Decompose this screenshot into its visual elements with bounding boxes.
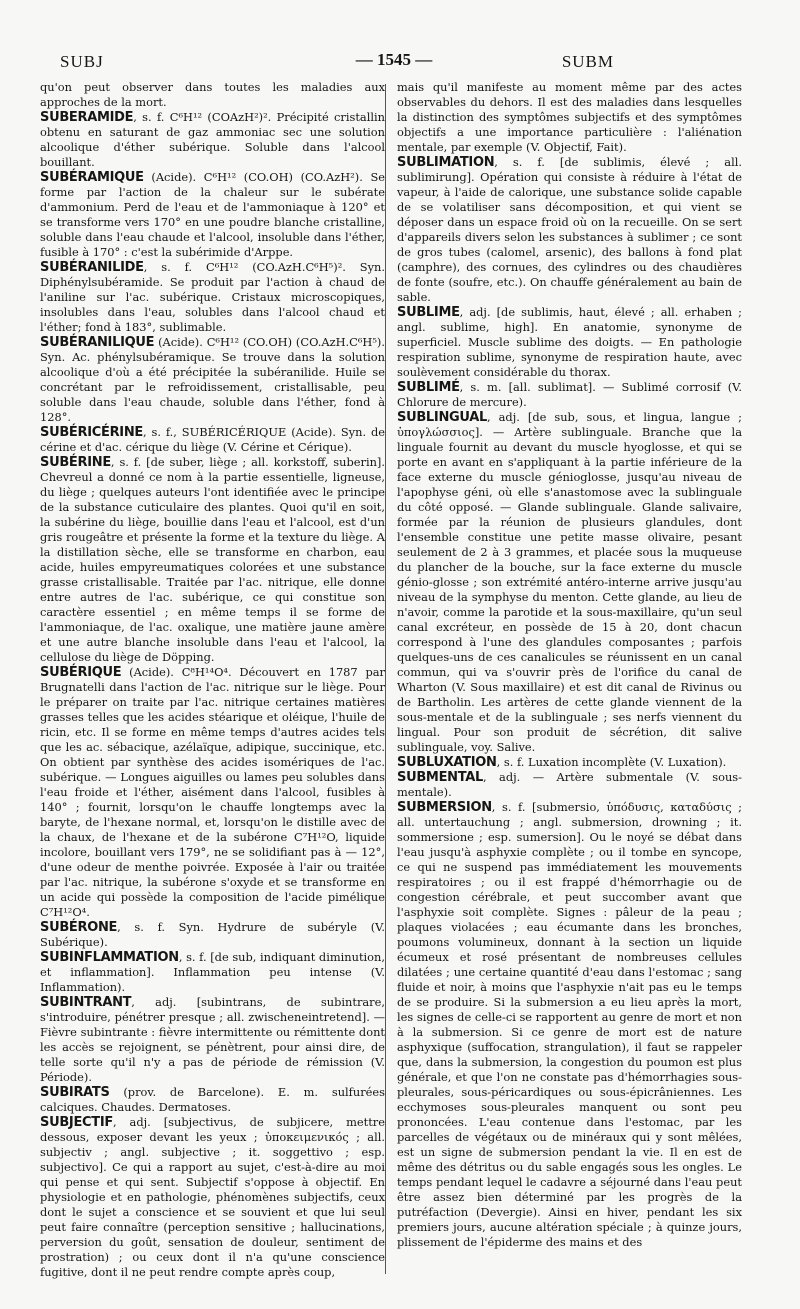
dictionary-entry (40, 110, 385, 170)
entry-text: (Acide). C⁶H¹² (CO.OH) (CO.AzH.C⁶H⁵). Syn. Ac. phénylsubéramique. Se trouve dans la solution alcoolique d'où a été précipitée la subéranilide. Huile se concrétant par le refroidissement, cristallisable, peu soluble dans l'eau chaude, soluble dans l'éther, fond à 128°. (40, 335, 385, 424)
running-header (36, 50, 752, 72)
entry-headword: SUBIRATS (40, 1085, 110, 1100)
dictionary-entry (40, 665, 385, 920)
entry-headword: SUBMERSION (397, 800, 492, 815)
dictionary-entry (397, 155, 742, 305)
entry-text: (Acide). C⁶H¹² (CO.OH) (CO.AzH²). Se forme par l'action de la chaleur sur le subérate d'ammonium. Perd de l'eau et de l'ammoniaque à 120° et se transforme vers 170° en une poudre blanche cristalline, soluble dans l'eau chaude et l'alcool, insoluble dans l'éther, fusible à 170° : c'est la subérimide d'Arppe. (40, 170, 385, 259)
column-divider (385, 84, 386, 1274)
dictionary-entry (40, 1115, 385, 1280)
entry-text: mais qu'il manifeste au moment même par des actes observables du dehors. Il est des maladies dans lesquelles la distinction des symptômes subjectifs et des symptômes objectifs a une importance particulière : l'aliénation mentale, par exemple (V. Objectif, Fait). (397, 80, 742, 154)
entry-headword: SUBÉRANILIQUE (40, 335, 155, 350)
left-column (40, 80, 385, 1280)
dictionary-entry (40, 995, 385, 1085)
entry-text: , s. f. Luxation incomplète (V. Luxation). (496, 755, 727, 769)
entry-headword: SUBÉRINE (40, 455, 111, 470)
right-column (397, 80, 742, 1250)
entry-headword: SUBINFLAMMATION (40, 950, 179, 965)
entry-text: , adj. [de sub, sous, et lingua, langue ; ὑπογλώσσιος]. — Artère sublinguale. Branche que la linguale fournit au devant du muscle hyoglosse, et qui se porte en avant en s'appliquant à la partie inférieure de la face externe du muscle génioglosse, jusqu'au niveau de l'apophyse géni, où elle s'anastomose avec la sublinguale du côté opposé. — Glande sublinguale. Glande salivaire, formée par la réunion de plusieurs glandules, dont l'ensemble constitue une petite masse olivaire, pesant seulement de 2 à 3 grammes, et placée sous la muqueuse du plancher de la bouche, sur la face externe du muscle génio-glosse ; son extrémité antéro-interne arrive jusqu'au niveau de la symphyse du menton. Cette glande, au lieu de n'avoir, comme la parotide et la sous-maxillaire, qu'un seul canal excréteur, en possède de 15 à 20, dont chacun correspond à l'une des glandules composantes ; parfois quelques-uns de ces canalicules se réunissent en un canal commun, qui va s'ouvrir près de l'orifice du canal de Wharton (V. Sous maxillaire) et est dit canal de Rivinus ou de Bartholin. Les artères de cette glande viennent de la sous-mentale et de la sublinguale ; ses nerfs viennent du lingual. Pour son produit de sécrétion, dit salive sublinguale, voy. Salive. (397, 410, 742, 754)
continued-text (397, 80, 742, 155)
dictionary-entry (40, 950, 385, 995)
dictionary-entry (397, 800, 742, 1250)
entry-text: , s. f. [submersio, ὑπόδυσις, καταδύσις ; all. untertauchung ; angl. submersion, drowning ; it. sommersione ; esp. sumersion]. Ou le noyé se débat dans l'eau jusqu'à asphyxie complète ; ou il tombe en syncope, ce qui ne suspend pas immédiatement les mouvements respiratoires ; ou il est frappé d'hémorrhagie ou de congestion cérébrale, et peut succomber avant que l'asphyxie soit complète. Signes : pâleur de la peau ; plaques violacées ; eau écumante dans les bronches, poumons volumineux, donnant à la section un liquide écumeux et rosé présentant de nombreuses cellules dilatées ; une certaine quantité d'eau dans l'estomac ; sang fluide et noir, à moins que l'asphyxie n'ait pas eu le temps de se produire. Si la submersion a eu lieu après la mort, les signes de celle-ci se rapportent au genre de mort et non à la submersion. Si ce genre de mort est de nature asphyxique (suffocation, strangulation), il faut se rappeler que, dans la submersion, la congestion du poumon est plus générale, et que l'on ne constate pas d'hémorrhagies sous-pleurales, sous-péricardiques ou sous-épicrâniennes. Les ecchymoses sous-pleurales manquent ou sont peu prononcées. L'eau contenue dans l'estomac, par les parcelles de végétaux ou de minéraux qui y sont mêlées, est un signe de submersion pendant la vie. Il en est de même des détritus ou du sable engagés sous les ongles. Le temps pendant lequel le cadavre a séjourné dans l'eau peut être assez bien déterminé par les progrès de la putréfaction (Devergie). Ainsi en hiver, pendant les six premiers jours, aucune altération spéciale ; à quinze jours, plissement de l'épiderme des mains et des (397, 800, 742, 1249)
entry-text: , s. f. C⁶H¹² (COAzH²)². Précipité cristallin obtenu en saturant de gaz ammoniac sec une solution alcoolique d'éther subérique. Soluble dans l'alcool bouillant. (40, 110, 385, 169)
entry-headword: SUBÉRAMIQUE (40, 170, 144, 185)
entry-headword: SUBÉRONE (40, 920, 118, 935)
entry-headword: SUBLIME (397, 305, 460, 320)
entry-text: (Acide). C⁸H¹⁴O⁴. Découvert en 1787 par Brugnatelli dans l'action de l'ac. nitrique sur le liège. Pour le préparer on traite par l'ac. nitrique certaines matières grasses telles que les acides stéarique et oléique, l'huile de ricin, etc. Il se forme en même temps d'autres acides tels que les ac. sébacique, azélaïque, adipique, succinique, etc. On obtient par synthèse des acides isomériques de l'ac. subérique. — Longues aiguilles ou lames peu solubles dans l'eau froide et l'éther, aisément dans l'alcool, fusibles à 140° ; fournit, lorsqu'on le chauffe longtemps avec la baryte, de l'hexane normal, et, lorsqu'on le distille avec de la chaux, de l'hexane et de la subérone C⁷H¹²O, liquide incolore, bouillant vers 179°, ne se solidifiant pas à — 12°, d'une odeur de menthe poivrée. Exposée à l'air ou traitée par l'ac. nitrique, la subérone s'oxyde et se transforme en un acide qui possède la composition de l'acide pimélique C⁷H¹²O⁴. (40, 665, 385, 919)
dictionary-entry (40, 170, 385, 260)
entry-headword: SUBLUXATION (397, 755, 497, 770)
entry-text: , adj. — Artère submentale (V. sous-mentale). (397, 770, 742, 799)
entry-text: , adj. [subjectivus, de subjicere, mettre dessous, exposer devant les yeux ; ὑποκειμενικός ; all. subjectiv ; angl. subjective ; it. soggettivo ; esp. subjectivo]. Ce qui a rapport au sujet, c'est-à-dire au moi qui pense et qui sent. Subjectif s'oppose à objectif. En physiologie et en pathologie, phénomènes subjectifs, ceux dont le sujet a conscience et se souvient et que lui seul peut faire connaître (perception sensitive ; hallucinations, perversion du goût, sensation de douleur, sentiment de prostration) ; ou ceux dont il n'a qu'une conscience fugitive, dont il ne peut rendre compte après coup, (40, 1115, 385, 1279)
entry-headword: SUBJECTIF (40, 1115, 113, 1130)
entry-headword: SUBMENTAL (397, 770, 484, 785)
entry-headword: SUBINTRANT (40, 995, 132, 1010)
entry-headword: SUBÉRANILIDE (40, 260, 144, 275)
entry-text: , adj. [subintrans, de subintrare, s'introduire, pénétrer presque ; all. zwischeneintretend]. — Fièvre subintrante : fièvre intermittente ou rémittente dont les accès se rejoignent, se pénètrent, pour ainsi dire, de telle sorte qu'il n'y a pas de période de rémission (V. Période). (40, 995, 385, 1084)
dictionary-entry (40, 260, 385, 335)
entry-headword: SUBLINGUAL (397, 410, 487, 425)
entry-text: , s. f., SUBÉRICÉRIQUE (Acide). Syn. de cérine et d'ac. cérique du liège (V. Cérine et Cérique). (40, 425, 385, 454)
dictionary-entry (397, 380, 742, 410)
entry-headword: SUBLIMATION (397, 155, 495, 170)
header-right-guide-word: SUBM (561, 52, 614, 71)
entry-text: , s. f. C⁶H¹² (CO.AzH.C⁶H⁵)². Syn. Diphénylsubéramide. Se produit par l'action à chaud de l'aniline sur l'ac. subérique. Cristaux microscopiques, insolubles dans l'eau, solubles dans l'alcool chaud et l'éther; fond à 183°, sublimable. (40, 260, 385, 334)
entry-text: , s. f. [de suber, liège ; all. korkstoff, suberin]. Chevreul a donné ce nom à la partie essentielle, ligneuse, du liège ; quelques auteurs l'ont identifiée avec le principe de la substance cuticulaire des plantes. Quoi qu'il en soit, la subérine du liège, bouillie dans l'eau et l'alcool, est d'un gris rougeâtre et présente la forme et la texture du liège. A la distillation sèche, elle se transforme en charbon, eau acide, huiles empyreumatiques colorées et une substance grasse cristallisable. Traitée par l'ac. nitrique, elle donne entre autres de l'ac. subérique, ce qui constitue son caractère essentiel ; en même temps il se forme de l'ammoniaque, de l'ac. oxalique, une matière jaune amère et une autre blanche insoluble dans l'eau et l'alcool, la cellulose du liège de Döpping. (40, 455, 385, 664)
entry-headword: SUBLIMÉ (397, 380, 460, 395)
entry-text: , s. m. [all. sublimat]. — Sublimé corrosif (V. Chlorure de mercure). (397, 380, 742, 409)
dictionary-entry (40, 425, 385, 455)
entry-headword: SUBERAMIDE (40, 110, 134, 125)
dictionary-entry (397, 770, 742, 800)
page-number: — 1545 — (355, 50, 433, 69)
entry-text: , s. f. Syn. Hydrure de subéryle (V. Subérique). (40, 920, 385, 949)
dictionary-entry (40, 335, 385, 425)
entry-text: , s. f. [de sublimis, élevé ; all. sublimirung]. Opération qui consiste à réduire à l'état de vapeur, à l'aide de calorique, une substance solide capable de se volatiliser sans décomposition, et qui vient se déposer dans un espace froid où on la recueille. On se sert d'appareils divers selon les substances à sublimer ; ce sont de gros tubes (calomel, arsenic), des ballons à fond plat (camphre), des cornues, des cylindres ou des chaudières de fonte (soufre, etc.). On chauffe généralement au bain de sable. (397, 155, 742, 304)
dictionary-entry (40, 920, 385, 950)
dictionary-entry (397, 755, 742, 770)
entry-text: (prov. de Barcelone). E. m. sulfurées calciques. Chaudes. Dermatoses. (40, 1085, 385, 1114)
dictionary-entry (40, 1085, 385, 1115)
entry-text: , s. f. [de sub, indiquant diminution, et inflammation]. Inflammation peu intense (V. Inflammation). (40, 950, 385, 994)
dictionary-entry (397, 305, 742, 380)
header-left-guide-word: SUBJ (60, 52, 104, 71)
continued-text (40, 80, 385, 110)
dictionary-entry (40, 455, 385, 665)
entry-text: qu'on peut observer dans toutes les maladies aux approches de la mort. (40, 80, 385, 109)
dictionary-entry (397, 410, 742, 755)
entry-headword: SUBÉRICÉRINE (40, 425, 143, 440)
entry-headword: SUBÉRIQUE (40, 665, 122, 680)
entry-text: , adj. [de sublimis, haut, élevé ; all. erhaben ; angl. sublime, high]. En anatomie, synonyme de superficiel. Muscle sublime des doigts. — En pathologie respiration sublime, synonyme de respiration haute, avec soulèvement considérable du thorax. (397, 305, 742, 379)
